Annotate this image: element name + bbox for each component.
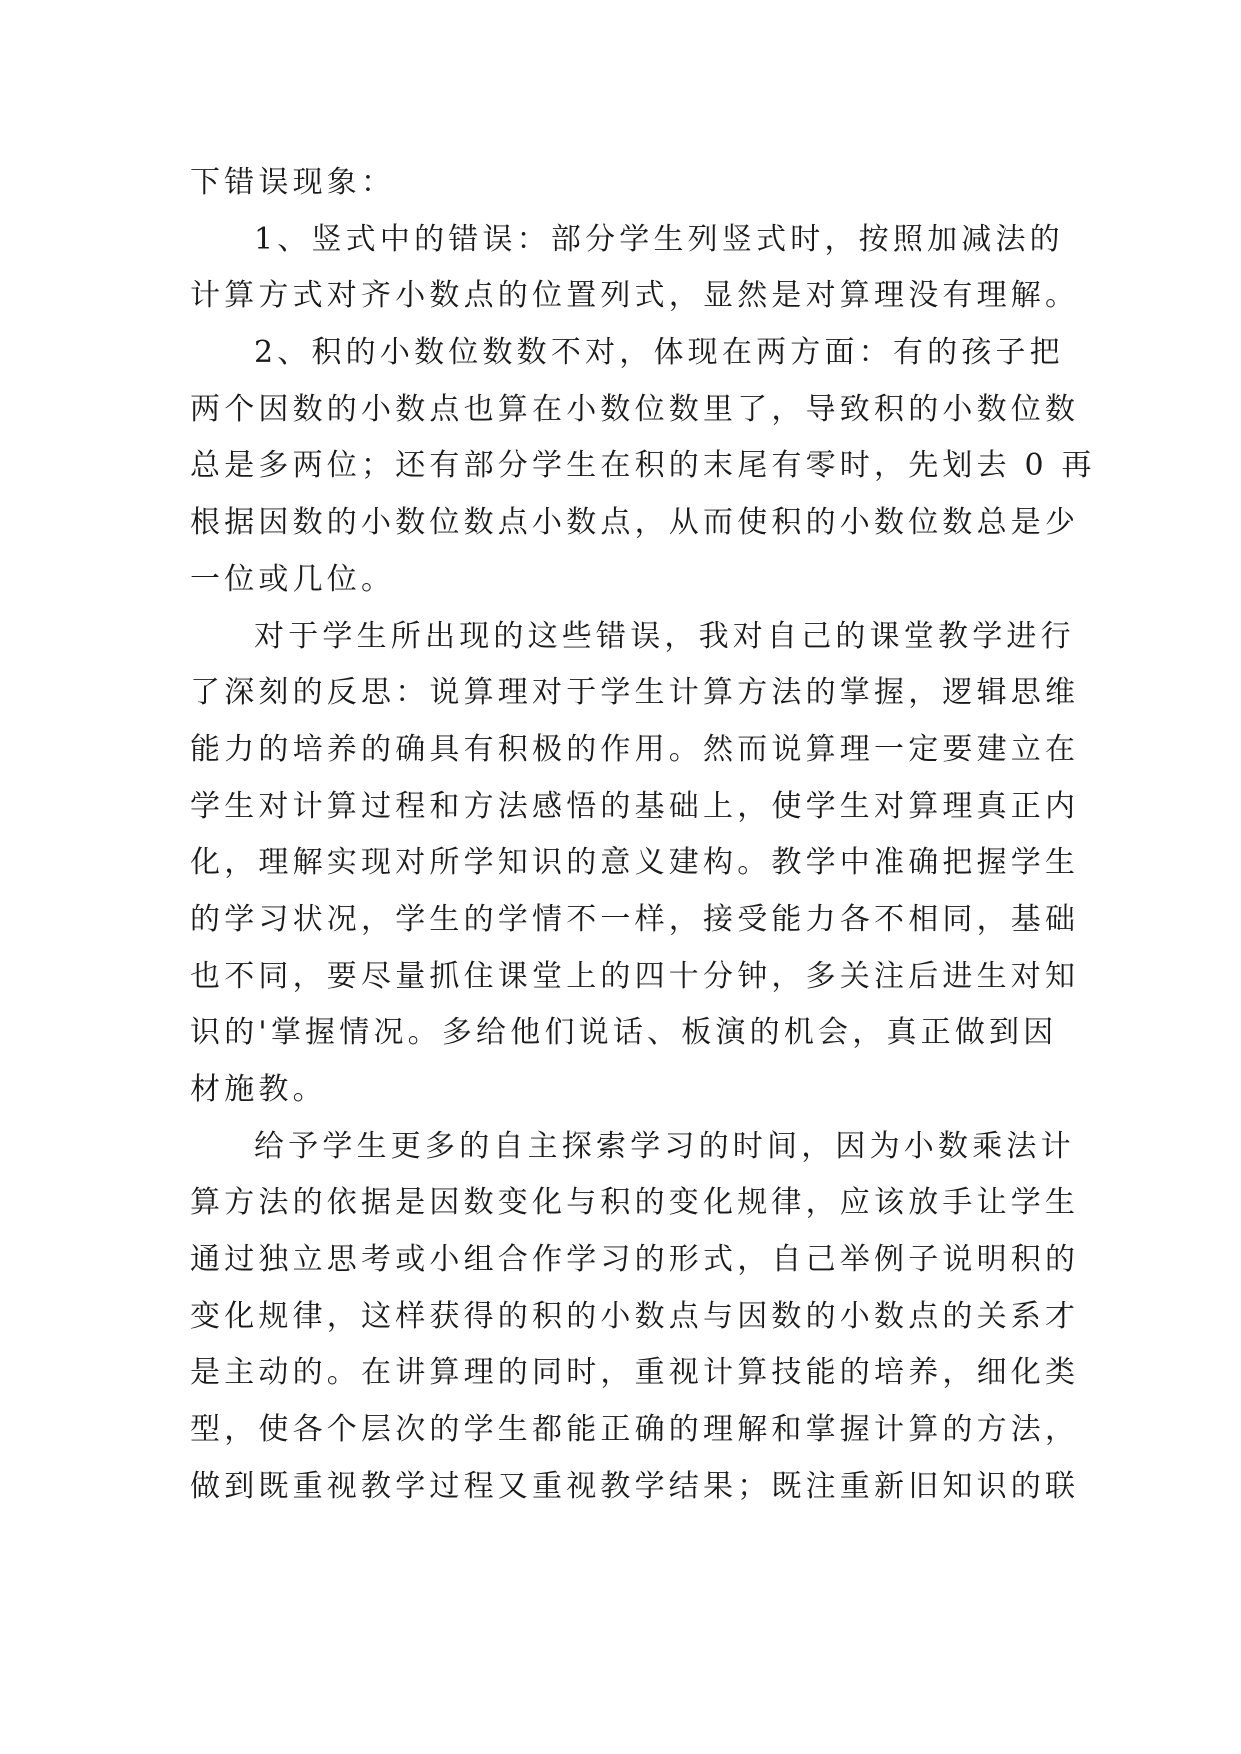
text-line: 的学习状况，学生的学情不一样，接受能力各不相同，基础	[190, 901, 1080, 937]
text-line: 识的'掌握情况。多给他们说话、板演的机会，真正做到因	[190, 1015, 1058, 1051]
document-body	[190, 155, 1096, 1516]
text-line: 一位或几位。	[190, 561, 396, 597]
text-line: 通过独立思考或小组合作学习的形式，自己举例子说明积的	[190, 1242, 1080, 1278]
paragraph-first-line: 给予学生更多的自主探索学习的时间，因为小数乘法计	[254, 1128, 1075, 1164]
text-line: 算方法的依据是因数变化与积的变化规律，应该放手让学生	[190, 1185, 1080, 1221]
text-line: 总是多两位；还有部分学生在积的末尾有零时，先划去 0 再	[190, 448, 1096, 484]
text-line: 材施教。	[190, 1072, 327, 1107]
text-line: 能力的培养的确具有积极的作用。然而说算理一定要建立在	[190, 731, 1080, 767]
text-line: 学生对计算过程和方法感悟的基础上，使学生对算理真正内	[190, 788, 1080, 824]
text-line: 做到既重视教学过程又重视教学结果；既注重新旧知识的联	[190, 1468, 1080, 1504]
paragraph-first-line: 1、竖式中的错误：部分学生列竖式时，按照加减法的	[254, 221, 1064, 257]
text-line: 了深刻的反思：说算理对于学生计算方法的掌握，逻辑思维	[190, 675, 1080, 711]
text-line: 下错误现象：	[190, 165, 396, 200]
text-line: 根据因数的小数位数点小数点，从而使积的小数位数总是少	[190, 505, 1080, 541]
text-line: 变化规律，这样获得的积的小数点与因数的小数点的关系才	[190, 1298, 1080, 1334]
text-line: 型，使各个层次的学生都能正确的理解和掌握计算的方法，	[190, 1412, 1080, 1448]
text-line: 化，理解实现对所学知识的意义建构。教学中准确把握学生	[190, 845, 1080, 881]
text-line: 计算方式对齐小数点的位置列式，显然是对算理没有理解。	[190, 278, 1080, 314]
paragraph-first-line: 对于学生所出现的这些错误，我对自己的课堂教学进行	[254, 618, 1075, 654]
text-line: 两个因数的小数点也算在小数位数里了，导致积的小数位数	[190, 391, 1080, 427]
text-line: 也不同，要尽量抓住课堂上的四十分钟，多关注后进生对知	[190, 958, 1080, 994]
paragraph-first-line: 2、积的小数位数数不对，体现在两方面：有的孩子把	[254, 335, 1064, 371]
text-line: 是主动的。在讲算理的同时，重视计算技能的培养，细化类	[190, 1355, 1080, 1391]
